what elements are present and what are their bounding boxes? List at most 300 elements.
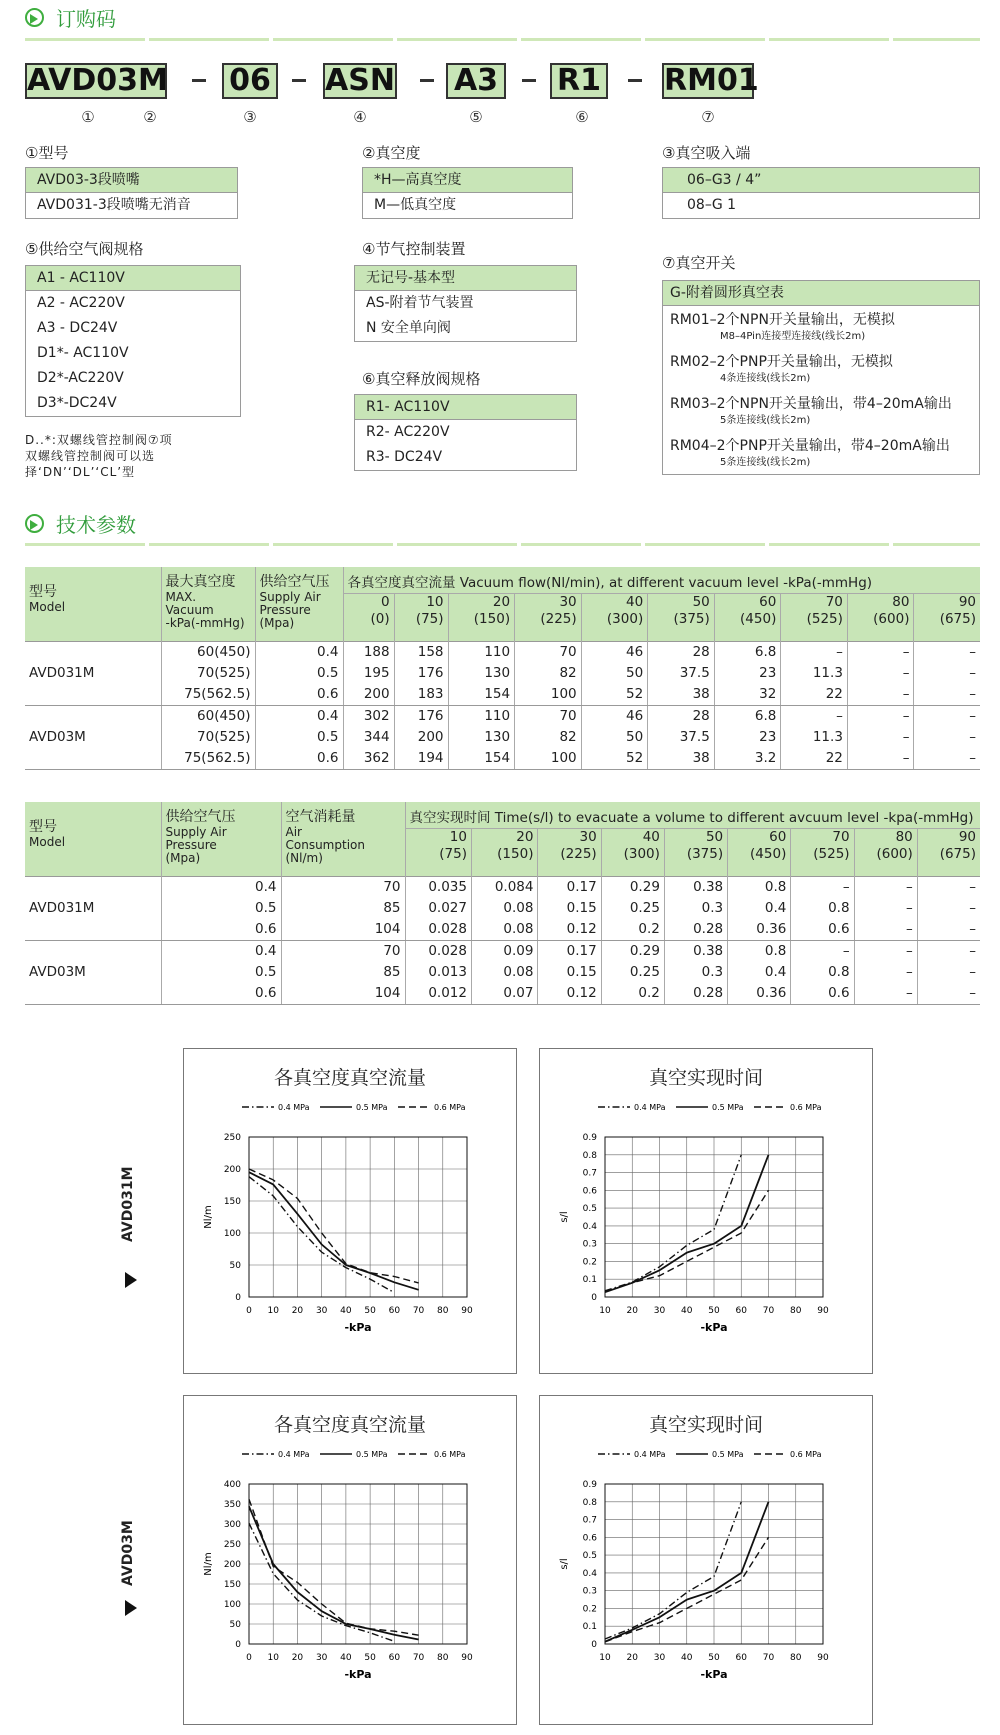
y-tick-label: 0.4	[582, 1221, 597, 1232]
option-item	[663, 306, 979, 348]
table-cell: 60(450)	[161, 705, 255, 727]
table-cell: –	[847, 705, 914, 727]
option-label-vacuum: ②真空度	[362, 144, 421, 162]
y-tick-label: 0.1	[582, 1622, 597, 1633]
y-tick-label: 0	[235, 1293, 241, 1303]
y-tick-label: 0.8	[582, 1497, 597, 1508]
table-cell: 46	[581, 641, 648, 663]
x-tick-label: 90	[817, 1306, 829, 1316]
legend-label: 0.5 MPa	[712, 1103, 744, 1112]
table-cell: 0.012	[405, 983, 471, 1005]
x-tick-label: 20	[626, 1653, 638, 1663]
x-tick-label: 20	[291, 1653, 304, 1663]
x-tick-label: 60	[388, 1306, 401, 1316]
legend-label: 0.5 MPa	[356, 1103, 388, 1112]
table-cell: 23	[714, 663, 781, 684]
option-item: A1 - AC110V	[26, 266, 240, 291]
table-cell: 194	[394, 748, 448, 770]
th-level	[914, 593, 980, 641]
section-title: 订购码	[56, 6, 116, 31]
y-axis-label: Nl/m	[203, 1205, 214, 1229]
x-tick-label: 10	[267, 1306, 279, 1316]
chart-frame	[539, 1048, 873, 1374]
triangle-right-icon	[125, 1272, 137, 1288]
level-mmhg: (225)	[540, 610, 577, 627]
table-cell: –	[917, 876, 980, 898]
y-tick-label: 50	[229, 1261, 241, 1271]
y-tick-label: 0.5	[582, 1204, 597, 1215]
x-tick-label: 80	[437, 1653, 449, 1663]
option-box-supply-valve	[25, 265, 241, 417]
th-evacuation-time: 真空实现时间 Time(s/l) to evacuate a volume to different avcuum level -kpa(-mmHg)	[405, 802, 980, 828]
flow-chart-avd031m	[184, 1049, 518, 1375]
th-level	[538, 828, 601, 876]
table-cell: –	[917, 919, 980, 941]
evacuation-time-table	[25, 802, 980, 1005]
option-item: R2- AC220V	[366, 424, 450, 440]
table-row	[25, 727, 980, 748]
switch-main: RM02–2个PNP开关量输出，无模拟	[670, 354, 893, 370]
table-cell: 188	[343, 641, 394, 663]
table-cell: 0.5	[255, 727, 343, 748]
y-tick-label: 200	[223, 1560, 241, 1570]
th-supply-pressure: 供给空气压 Supply Air Pressure (Mpa)	[255, 567, 343, 641]
level-kpa: 60	[769, 828, 787, 845]
switch-sub: 4条连接线(线长2m)	[720, 373, 811, 384]
y-tick-label: 0.3	[582, 1239, 597, 1250]
x-tick-label: 50	[364, 1653, 376, 1663]
level-mmhg: (75)	[439, 845, 467, 862]
x-tick-label: 70	[762, 1306, 775, 1316]
table-cell: 110	[448, 705, 515, 727]
legend-label: 0.4 MPa	[634, 1450, 666, 1459]
level-kpa: 20	[492, 593, 511, 610]
table-cell: 38	[648, 684, 715, 706]
switch-main: RM01–2个NPN开关量输出，无模拟	[670, 312, 895, 328]
th-level	[664, 828, 727, 876]
option-item: 06–G3 / 4”	[663, 168, 979, 193]
table-cell: 0.8	[728, 876, 791, 898]
x-tick-label: 30	[653, 1653, 666, 1663]
th-level	[601, 828, 664, 876]
y-tick-label: 400	[223, 1480, 241, 1490]
table-cell: 0.4	[161, 876, 281, 898]
table-cell: 85	[281, 898, 405, 919]
table-cell: 0.035	[405, 876, 471, 898]
table-row	[25, 641, 980, 663]
table-cell: 70	[515, 705, 582, 727]
table-cell: 11.3	[781, 663, 848, 684]
table-cell: –	[791, 940, 854, 962]
table-cell: –	[847, 684, 914, 706]
switch-sub: 5条连接线(线长2m)	[720, 457, 811, 468]
table-cell: 70	[281, 940, 405, 962]
table-cell: 176	[394, 705, 448, 727]
table-cell: 0.6	[255, 684, 343, 706]
y-tick-label: 0.4	[582, 1568, 597, 1579]
y-tick-label: 250	[223, 1540, 241, 1550]
table-cell: –	[847, 641, 914, 663]
level-kpa: 0	[381, 593, 390, 610]
th-level	[394, 593, 448, 641]
table-cell: 0.4	[255, 641, 343, 663]
table-cell: –	[914, 705, 980, 727]
table-row	[25, 876, 980, 898]
table-cell: 50	[581, 727, 648, 748]
table-cell: –	[914, 727, 980, 748]
level-kpa: 40	[642, 828, 660, 845]
table-cell: 75(562.5)	[161, 748, 255, 770]
table-cell: –	[854, 940, 917, 962]
x-tick-label: 90	[461, 1653, 473, 1663]
level-kpa: 70	[825, 593, 843, 610]
th-level	[515, 593, 582, 641]
legend-label: 0.6 MPa	[790, 1450, 822, 1459]
x-tick-label: 80	[790, 1653, 802, 1663]
option-item: N 安全单向阀	[366, 320, 451, 336]
level-mmhg: (300)	[606, 610, 644, 627]
level-mmhg: (150)	[497, 845, 534, 862]
x-tick-label: 60	[735, 1653, 747, 1663]
table-cell: 0.6	[161, 919, 281, 941]
table-cell: 52	[581, 684, 648, 706]
code-number: ③	[243, 108, 257, 126]
model-cell: AVD03M	[25, 705, 161, 769]
option-box-throttle	[354, 265, 577, 342]
th-model: 型号 Model	[25, 567, 161, 641]
x-tick-label: 40	[681, 1653, 693, 1663]
x-tick-label: 90	[461, 1306, 473, 1316]
table-cell: –	[917, 962, 980, 983]
table-row	[25, 940, 980, 962]
table-row	[25, 748, 980, 770]
time-chart-avd03m	[540, 1396, 874, 1726]
table-cell: 0.4	[728, 898, 791, 919]
table-row	[25, 919, 980, 941]
table-cell: 0.027	[405, 898, 471, 919]
level-kpa: 10	[449, 828, 467, 845]
x-axis-label: -kPa	[700, 1321, 728, 1334]
th-model: 型号 Model	[25, 802, 161, 876]
y-tick-label: 0.1	[582, 1275, 597, 1286]
table-cell: 0.6	[791, 983, 854, 1005]
table-cell: 0.08	[471, 919, 537, 941]
y-tick-label: 0.9	[582, 1480, 597, 1490]
table-cell: –	[847, 727, 914, 748]
code-port: 06	[222, 63, 278, 99]
y-tick-label: 0	[591, 1640, 597, 1650]
option-box-port	[662, 167, 980, 219]
table-cell: 6.8	[714, 705, 781, 727]
table-row	[25, 663, 980, 684]
legend-label: 0.6 MPa	[790, 1103, 822, 1112]
th-max-vacuum: 最大真空度 MAX. Vacuum -kPa(-mmHg)	[161, 567, 255, 641]
table-cell: 82	[515, 663, 582, 684]
legend-label: 0.4 MPa	[278, 1450, 310, 1459]
x-tick-label: 70	[412, 1306, 425, 1316]
option-label-model: ①型号	[25, 144, 69, 162]
table-cell: 70	[515, 641, 582, 663]
option-label-switch: ⑦真空开关	[662, 254, 736, 272]
level-mmhg: (675)	[939, 845, 976, 862]
x-axis-label: -kPa	[700, 1668, 728, 1681]
x-tick-label: 20	[626, 1306, 638, 1316]
option-label-supply-valve: ⑤供给空气阀规格	[25, 240, 144, 258]
x-tick-label: 90	[817, 1653, 829, 1663]
table-cell: 11.3	[781, 727, 848, 748]
series-line	[249, 1172, 419, 1290]
x-tick-label: 40	[340, 1653, 352, 1663]
table-cell: 0.5	[161, 898, 281, 919]
table-cell: 0.5	[161, 962, 281, 983]
chart-title: 各真空度真空流量	[273, 1414, 426, 1436]
table-cell: 0.6	[161, 983, 281, 1005]
code-dash	[420, 79, 434, 82]
y-tick-label: 350	[223, 1500, 241, 1510]
code-vacuum-switch: RM01	[664, 63, 759, 98]
option-box-vacuum	[362, 167, 573, 219]
table-cell: 0.8	[791, 898, 854, 919]
code-dash	[192, 79, 206, 82]
table-cell: 3.2	[714, 748, 781, 770]
x-tick-label: 40	[340, 1306, 352, 1316]
level-mmhg: (300)	[623, 845, 660, 862]
option-item: AVD03-3段喷嘴	[26, 168, 237, 193]
table-cell: 85	[281, 962, 405, 983]
table-cell: –	[914, 748, 980, 770]
code-number: ⑦	[701, 108, 715, 126]
table-row	[25, 705, 980, 727]
model-cell: AVD031M	[25, 876, 161, 940]
x-tick-label: 10	[599, 1306, 611, 1316]
level-kpa: 50	[692, 593, 710, 610]
table-cell: 28	[648, 705, 715, 727]
table-cell: –	[854, 983, 917, 1005]
option-item: 08–G 1	[687, 197, 737, 213]
table-cell: 50	[581, 663, 648, 684]
switch-main: RM03–2个NPN开关量输出，带4–20mA输出	[670, 396, 952, 412]
level-mmhg: (525)	[806, 610, 843, 627]
level-mmhg: (0)	[370, 610, 390, 627]
table-cell: 32	[714, 684, 781, 706]
table-cell: 0.2	[601, 919, 664, 941]
table-cell: 0.28	[664, 919, 727, 941]
x-tick-label: 60	[388, 1653, 401, 1663]
table-cell: 0.15	[538, 898, 601, 919]
th-level	[781, 593, 848, 641]
level-kpa: 30	[559, 593, 577, 610]
table-cell: 104	[281, 919, 405, 941]
x-tick-label: 30	[315, 1653, 328, 1663]
table-cell: –	[791, 876, 854, 898]
table-cell: 0.5	[255, 663, 343, 684]
th-level	[405, 828, 471, 876]
x-tick-label: 0	[246, 1306, 252, 1316]
code-number: ①	[81, 108, 95, 126]
y-tick-label: 0.2	[582, 1257, 597, 1268]
level-mmhg: (150)	[473, 610, 511, 627]
double-solenoid-note: D..*:双螺线管控制阀⑦项双螺线管控制阀可以选择‘DN’‘DL’‘CL’型	[25, 433, 173, 479]
table-cell: 344	[343, 727, 394, 748]
table-row	[25, 962, 980, 983]
table-cell: 0.38	[664, 940, 727, 962]
code-dash	[292, 79, 306, 82]
chart-title: 各真空度真空流量	[273, 1067, 426, 1089]
triangle-right-icon	[125, 1600, 137, 1616]
level-kpa: 30	[579, 828, 597, 845]
x-tick-label: 70	[412, 1653, 425, 1663]
option-box-release-valve	[354, 394, 577, 471]
table-cell: –	[917, 940, 980, 962]
table-cell: 200	[343, 684, 394, 706]
switch-sub: 5条连接线(线长2m)	[720, 415, 811, 426]
y-axis-label: s/l	[559, 1211, 570, 1223]
table-cell: 60(450)	[161, 641, 255, 663]
y-axis-label: s/l	[559, 1558, 570, 1570]
table-cell: –	[847, 748, 914, 770]
option-item	[663, 348, 979, 390]
table-cell: 0.4	[161, 940, 281, 962]
legend-label: 0.5 MPa	[356, 1450, 388, 1459]
table-cell: 38	[648, 748, 715, 770]
option-label-port: ③真空吸入端	[662, 144, 751, 162]
y-tick-label: 0.6	[582, 1186, 597, 1197]
x-tick-label: 20	[291, 1306, 304, 1316]
option-label-throttle: ④节气控制装置	[362, 240, 466, 258]
chart-frame	[183, 1395, 517, 1725]
section-divider	[25, 543, 980, 546]
table-cell: 0.07	[471, 983, 537, 1005]
section-title: 技术参数	[56, 512, 136, 537]
table-cell: 0.09	[471, 940, 537, 962]
table-cell: –	[781, 705, 848, 727]
option-box-switch	[662, 280, 980, 475]
option-item: R3- DC24V	[366, 449, 443, 465]
x-tick-label: 70	[762, 1653, 775, 1663]
option-item: D1*- AC110V	[37, 345, 129, 361]
table-cell: 0.3	[664, 898, 727, 919]
code-supply-valve: A3	[446, 63, 506, 99]
option-item: R1- AC110V	[355, 395, 576, 420]
y-tick-label: 200	[223, 1165, 241, 1175]
th-level	[581, 593, 648, 641]
code-throttle: ASN	[323, 63, 397, 99]
table-cell: 0.013	[405, 962, 471, 983]
code-number: ⑥	[575, 108, 589, 126]
table-cell: 82	[515, 727, 582, 748]
legend-label: 0.5 MPa	[712, 1450, 744, 1459]
table-cell: 183	[394, 684, 448, 706]
option-box-model	[25, 167, 238, 219]
x-tick-label: 30	[315, 1306, 328, 1316]
level-mmhg: (375)	[673, 610, 710, 627]
code-release-valve: R1	[550, 63, 608, 99]
table-cell: 0.08	[471, 898, 537, 919]
th-level	[343, 593, 394, 641]
series-line	[249, 1499, 419, 1635]
table-cell: 0.084	[471, 876, 537, 898]
table-cell: 70(525)	[161, 663, 255, 684]
level-mmhg: (600)	[876, 845, 913, 862]
table-cell: 22	[781, 684, 848, 706]
x-tick-label: 80	[437, 1306, 449, 1316]
x-tick-label: 40	[681, 1306, 693, 1316]
table-cell: 0.17	[538, 940, 601, 962]
section-divider	[25, 38, 980, 41]
table-cell: 0.36	[728, 983, 791, 1005]
x-axis-label: -kPa	[344, 1668, 372, 1681]
legend-label: 0.6 MPa	[434, 1103, 466, 1112]
table-cell: 0.4	[255, 705, 343, 727]
table-cell: 0.25	[601, 962, 664, 983]
table-cell: 100	[515, 684, 582, 706]
legend-label: 0.6 MPa	[434, 1450, 466, 1459]
option-item: D3*-DC24V	[37, 395, 117, 411]
th-level	[648, 593, 715, 641]
y-tick-label: 0.8	[582, 1150, 597, 1161]
table-cell: 6.8	[714, 641, 781, 663]
table-cell: 52	[581, 748, 648, 770]
x-tick-label: 50	[364, 1306, 376, 1316]
th-level	[917, 828, 980, 876]
table-row	[25, 898, 980, 919]
table-cell: 176	[394, 663, 448, 684]
x-tick-label: 10	[267, 1653, 279, 1663]
table-cell: 110	[448, 641, 515, 663]
x-tick-label: 50	[708, 1653, 720, 1663]
y-axis-label: Nl/m	[203, 1552, 214, 1576]
option-item: AVD031-3段喷嘴无消音	[37, 197, 191, 213]
table-cell: 70	[281, 876, 405, 898]
table-cell: 362	[343, 748, 394, 770]
level-mmhg: (600)	[873, 610, 910, 627]
th-level	[714, 593, 781, 641]
model-cell: AVD03M	[25, 940, 161, 1004]
table-cell: 0.15	[538, 962, 601, 983]
table-row	[25, 684, 980, 706]
y-tick-label: 0.7	[582, 1515, 597, 1526]
level-kpa: 20	[516, 828, 534, 845]
chart-group-label: AVD031M	[120, 1166, 136, 1242]
option-label-release-valve: ⑥真空释放阀规格	[362, 370, 481, 388]
table-cell: 0.12	[538, 919, 601, 941]
code-number: ②	[143, 108, 157, 126]
table-cell: –	[854, 919, 917, 941]
level-kpa: 40	[626, 593, 644, 610]
table-cell: –	[914, 684, 980, 706]
level-kpa: 10	[426, 593, 444, 610]
table-cell: 0.12	[538, 983, 601, 1005]
flow-chart-avd03m	[184, 1396, 518, 1726]
table-cell: 70(525)	[161, 727, 255, 748]
option-item: M—低真空度	[374, 197, 457, 213]
option-item	[663, 432, 979, 474]
th-air-consumption: 空气消耗量 Air Consumption (Nl/m)	[281, 802, 405, 876]
option-item: AS-附着节气装置	[366, 295, 474, 311]
table-cell: 302	[343, 705, 394, 727]
th-level	[791, 828, 854, 876]
level-mmhg: (75)	[415, 610, 444, 627]
table-cell: –	[854, 962, 917, 983]
table-cell: 195	[343, 663, 394, 684]
level-kpa: 80	[895, 828, 913, 845]
table-cell: 0.8	[791, 962, 854, 983]
table-cell: –	[854, 876, 917, 898]
table-cell: 37.5	[648, 727, 715, 748]
table-row	[25, 983, 980, 1005]
chart-title: 真空实现时间	[648, 1414, 763, 1436]
table-cell: 0.36	[728, 919, 791, 941]
